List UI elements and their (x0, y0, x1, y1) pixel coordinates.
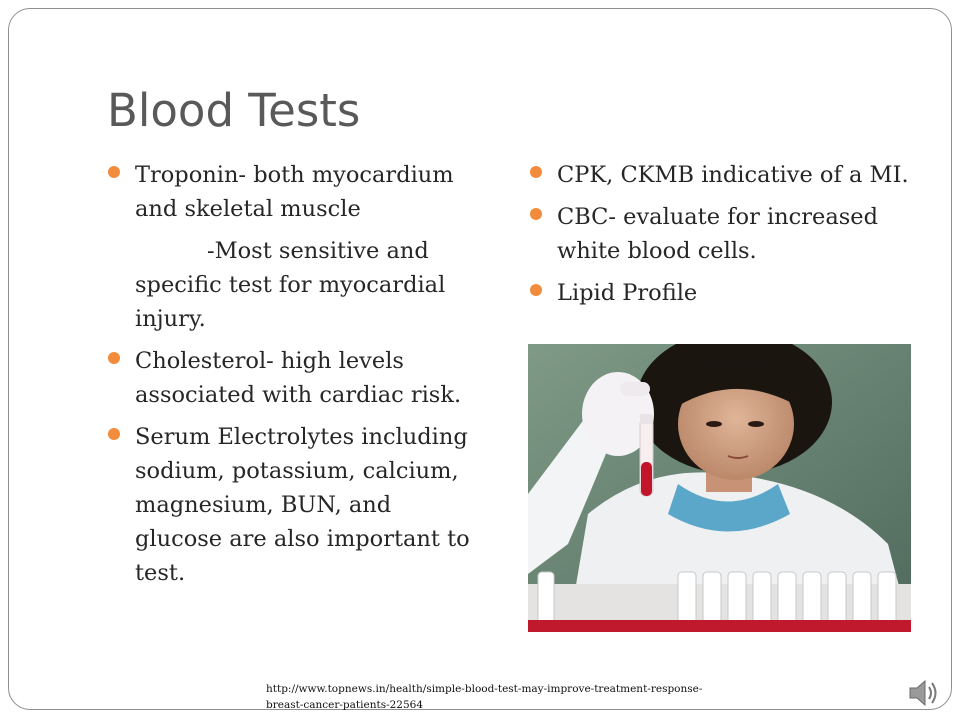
image-source-caption: http://www.topnews.in/health/simple-blood-test-may-improve-treatment-response-breast-cancer-patients-22564 (266, 683, 703, 711)
bullet-lipid-profile: Lipid Profile (530, 276, 925, 310)
bullet-cbc: CBC- evaluate for increased white blood cells. (530, 200, 925, 268)
bullet-serum-electrolytes: Serum Electrolytes including sodium, potassium, calcium, magnesium, BUN, and glucose are also important to test. (108, 420, 478, 590)
lab-technician-photo (528, 344, 911, 632)
troponin-subtext-label: -Most sensitive and specific test for myocardial injury. (135, 238, 446, 332)
slide-title: Blood Tests (107, 84, 361, 137)
bullet-cpk-ckmb: CPK, CKMB indicative of a MI. (530, 158, 925, 192)
right-bullet-list (530, 158, 925, 318)
speaker-icon[interactable] (906, 676, 940, 710)
bullet-troponin: Troponin- both myocardium and skeletal muscle (108, 158, 478, 226)
bullet-cholesterol: Cholesterol- high levels associated with cardiac risk. (108, 344, 478, 412)
troponin-subtext (108, 234, 478, 336)
lab-technician-illustration (528, 344, 911, 632)
left-bullet-list (108, 158, 478, 598)
